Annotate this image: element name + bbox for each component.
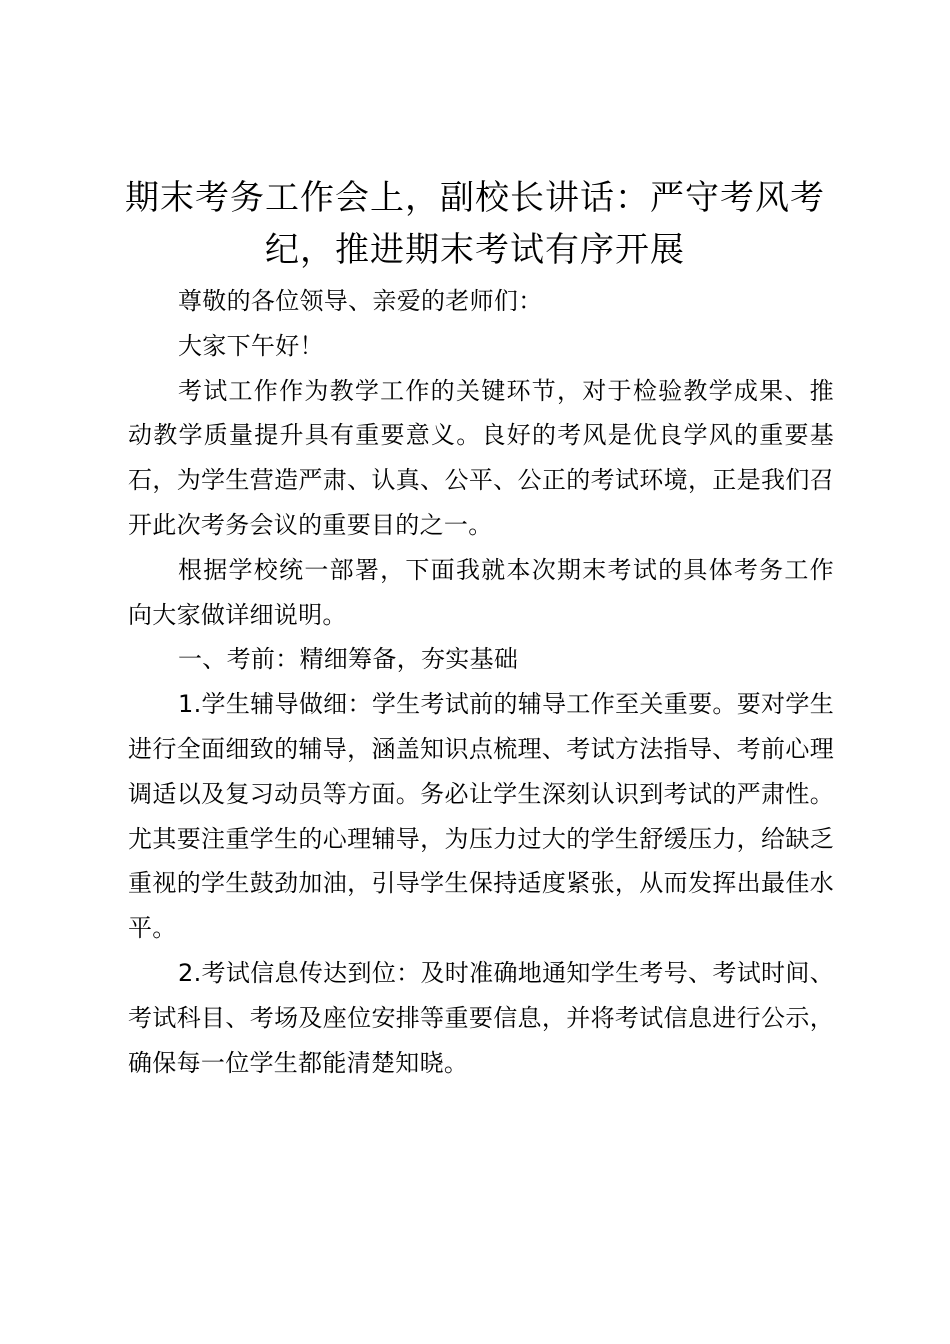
greeting: 大家下午好！ (178, 331, 324, 360)
document-title: 期末考务工作会上，副校长讲话：严守考风考纪，推进期末考试有序开展 (125, 178, 825, 270)
paragraph-intro: 考试工作作为教学工作的关键环节，对于检验教学成果、推动教学质量提升具有重要意义。良好的考风是优良学风的重要基石，为学生营造严肃、认真、公平、公正的考试环境，正是我们召开此次考务会议的重要目的之一。 (128, 376, 834, 539)
paragraph-overview: 根据学校统一部署，下面我就本次期末考试的具体考务工作向大家做详细说明。 (128, 555, 834, 629)
section-heading: 一、考前：精细筹备，夯实基础 (178, 645, 519, 674)
list-item-exam-information: 2.考试信息传达到位：及时准确地通知学生考号、考试时间、考试科目、考场及座位安排等重要信息，并将考试信息进行公示，确保每一位学生都能清楚知晓。 (128, 958, 834, 1077)
document-body (128, 279, 834, 1085)
list-item-student-guidance: 1.学生辅导做细：学生考试前的辅导工作至关重要。要对学生进行全面细致的辅导，涵盖知识点梳理、考试方法指导、考前心理调适以及复习动员等方面。务必让学生深刻认识到考试的严肃性。尤其要注重学生的心理辅导，为压力过大的学生舒缓压力，给缺乏重视的学生鼓劲加油，引导学生保持适度紧张，从而发挥出最佳水平。 (128, 690, 834, 943)
salutation: 尊敬的各位领导、亲爱的老师们： (178, 287, 543, 315)
